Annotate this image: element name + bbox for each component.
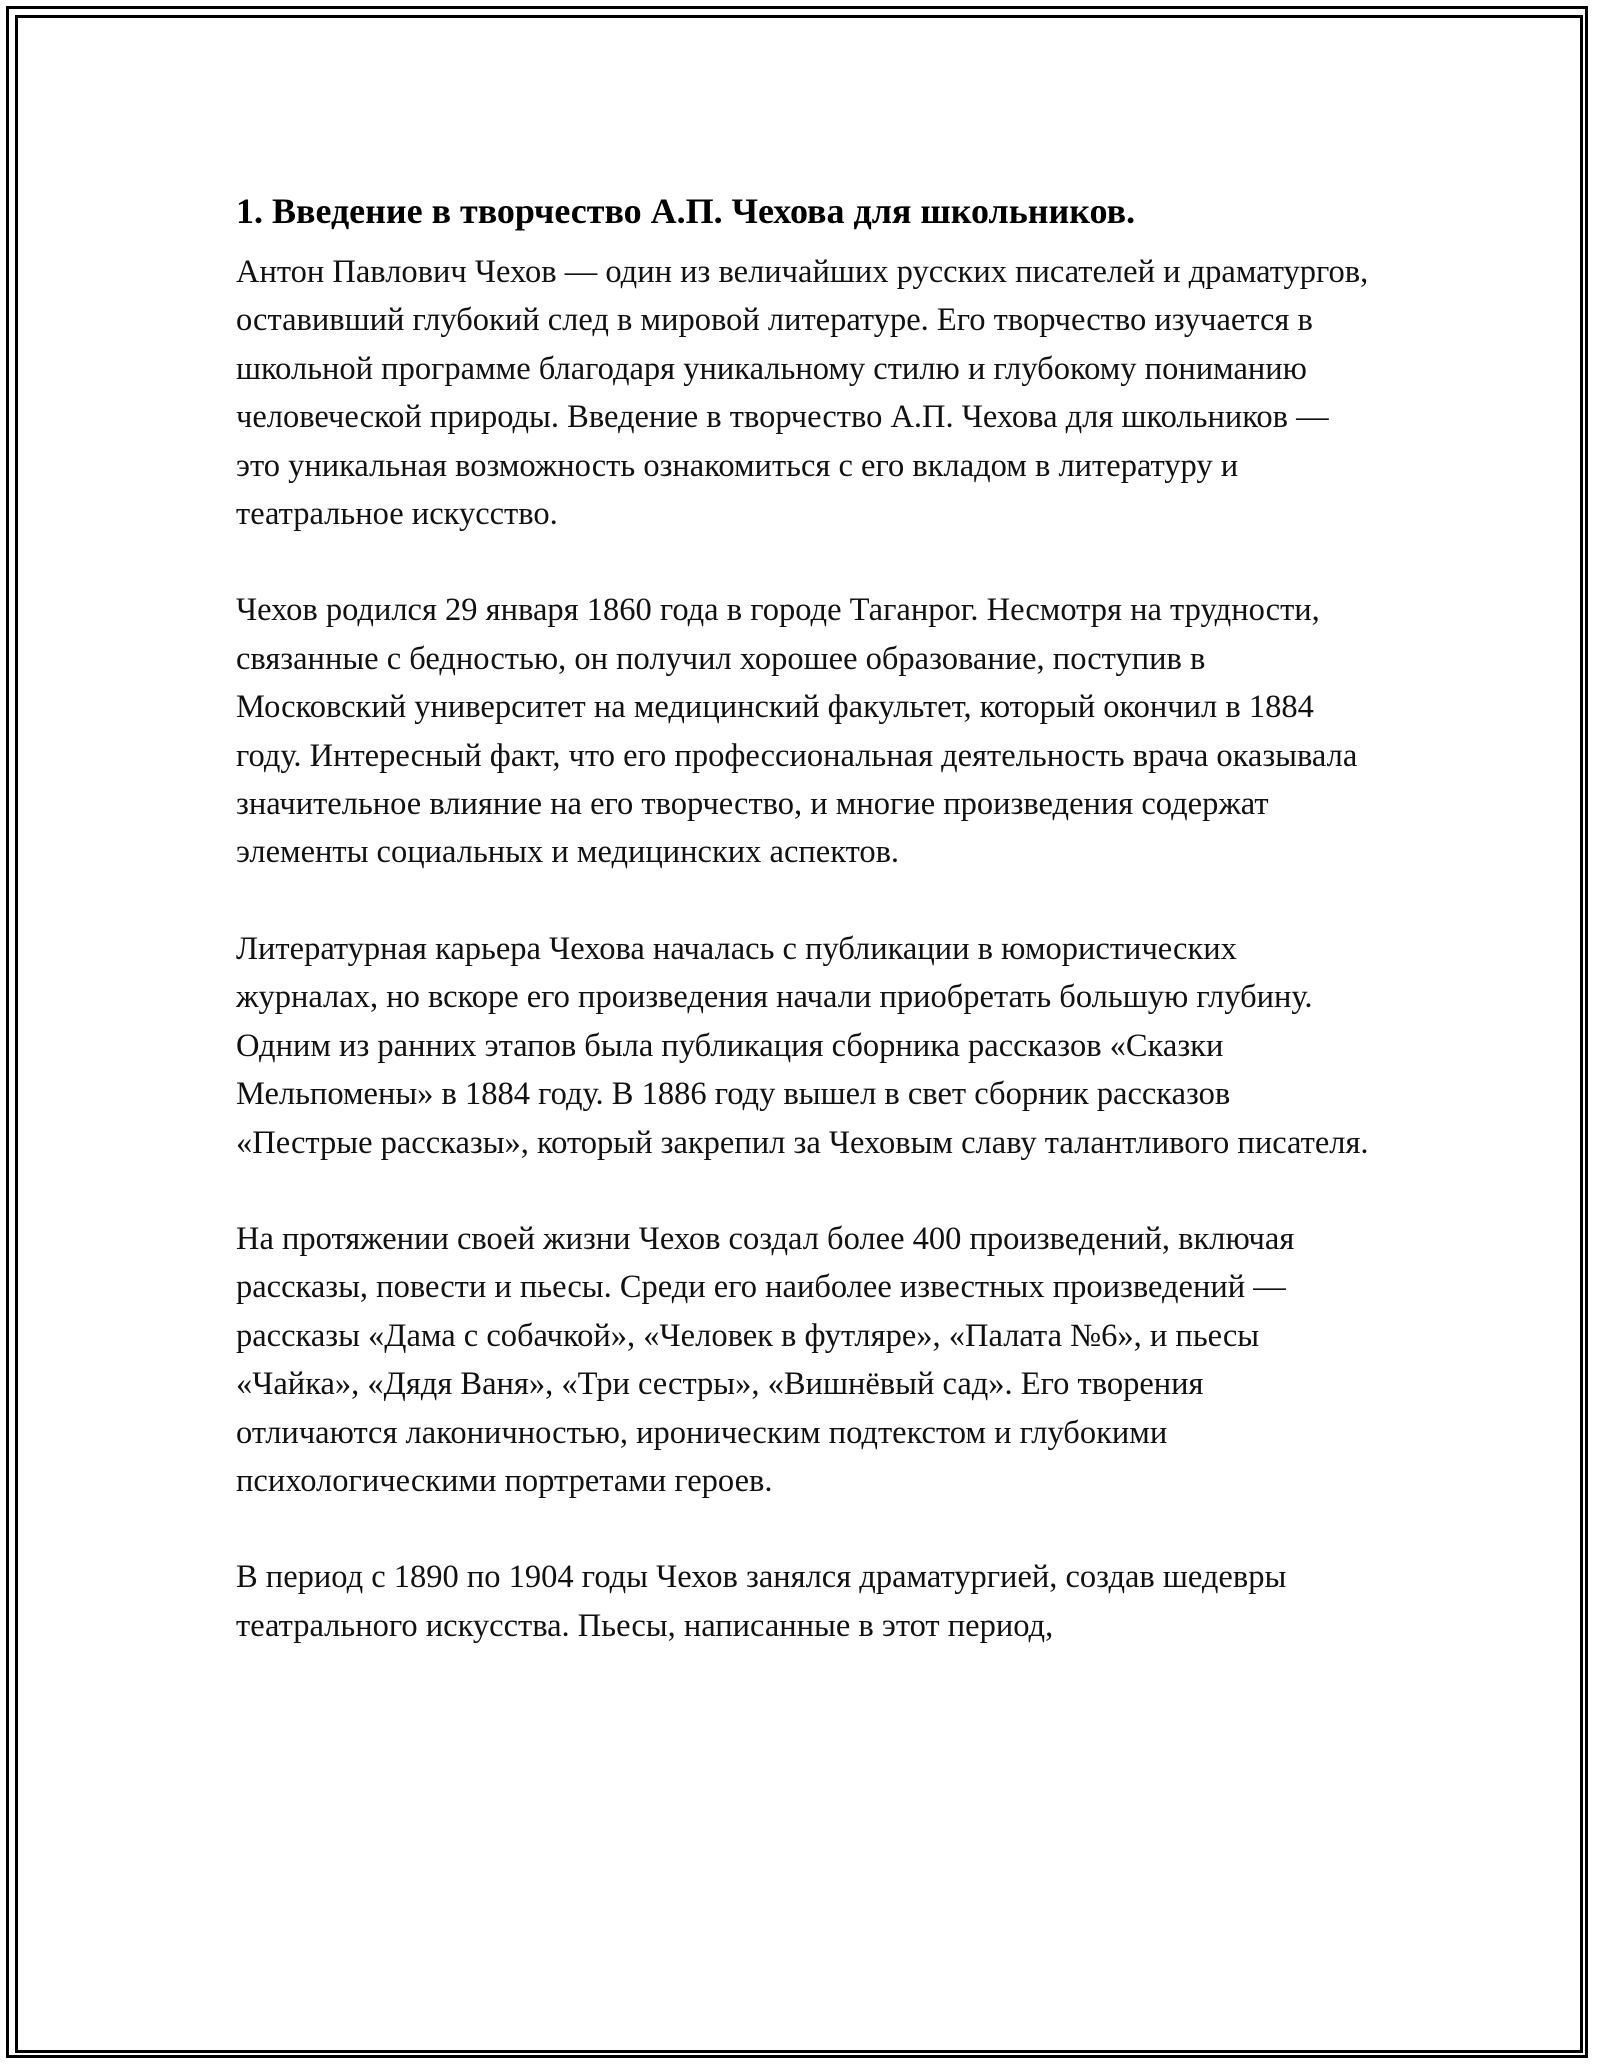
section-heading: 1. Введение в творчество А.П. Чехова для школьников.	[236, 191, 1136, 231]
paragraph-intro: Антон Павлович Чехов — один из величайших русских писателей и драматургов, оставивший глубокий след в мировой литературе. Его творчество изучается в школьной программе благодаря уникальному стилю и глубокому пониманию человеческой природы. Введение в творчество А.П. Чехова для школьников — это уникальная возможность ознакомиться с его вкладом в литературу и театральное искусство.	[236, 254, 1369, 533]
paragraph-works: На протяжении своей жизни Чехов создал более 400 произведений, включая рассказы, повести и пьесы. Среди его наиболее известных произведений — рассказы «Дама с собачкой», «Человек в футляре», «Палата №6», и пьесы «Чайка», «Дядя Ваня», «Три сестры», «Вишнёвый сад». Его творения отличаются лаконичностью, ироническим подтекстом и глубокими психологическими портретами героев.	[236, 1220, 1295, 1499]
paragraph-early-career: Литературная карьера Чехова началась с публикации в юмористических журналах, но вскоре его произведения начали приобретать большую глубину. Одним из ранних этапов была публикация сборника рассказов «Сказки Мельпомены» в 1884 году. В 1886 году вышел в свет сборник рассказов «Пестрые рассказы», который закрепил за Чеховым славу талантливого писателя.	[236, 930, 1369, 1161]
paragraph-drama: В период с 1890 по 1904 годы Чехов занялся драматургией, создав шедевры театрального искусства. Пьесы, написанные в этот период,	[236, 1559, 1287, 1644]
document-body	[236, 186, 1371, 1698]
paragraph-biography: Чехов родился 29 января 1860 года в городе Таганрог. Несмотря на трудности, связанные с бедностью, он получил хорошее образование, поступив в Московский университет на медицинский факультет, который окончил в 1884 году. Интересный факт, что его профессиональная деятельность врача оказывала значительное влияние на его творчество, и многие произведения содержат элементы социальных и медицинских аспектов.	[236, 592, 1358, 871]
